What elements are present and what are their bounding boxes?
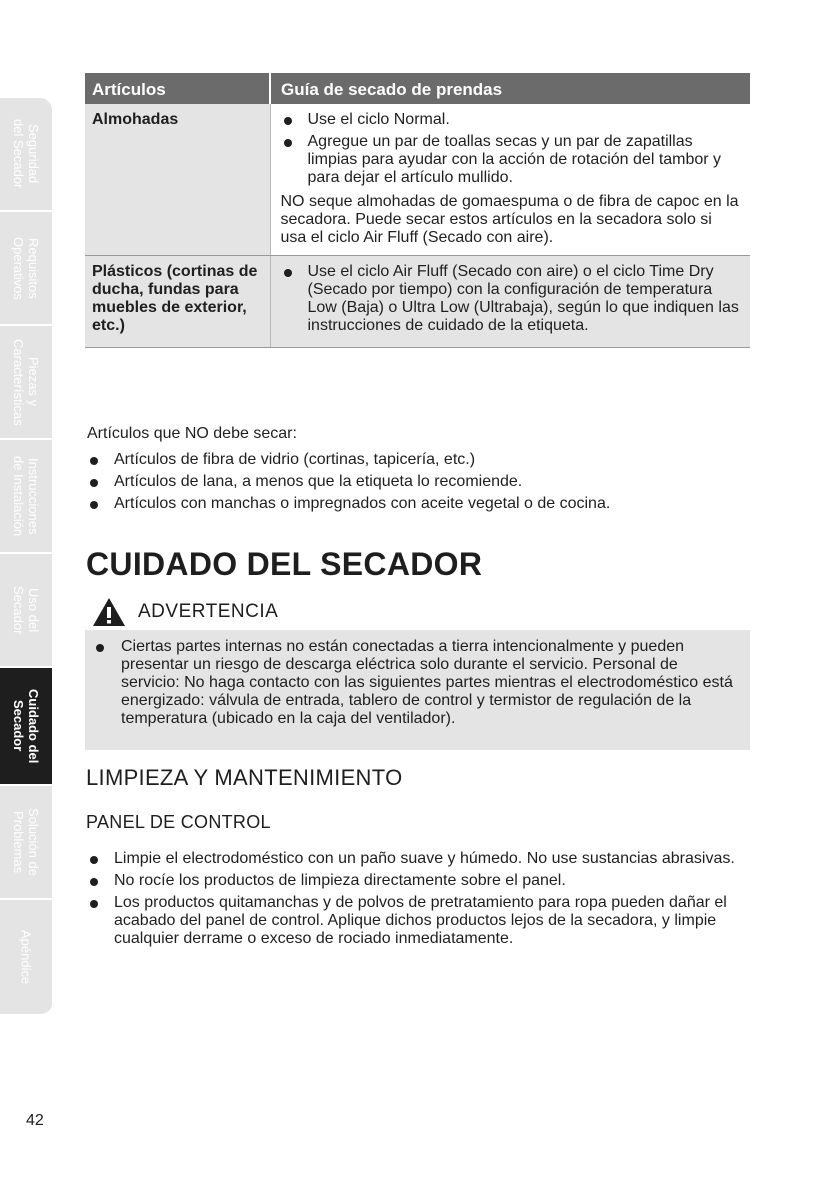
- list-item: Agregue un par de toallas secas y un par de zapatillas limpias para ayudar con la acción de rotación del tambor y para dejar el artículo mullido.: [281, 133, 743, 187]
- side-tab-solucion[interactable]: [0, 786, 52, 900]
- side-tab-seguridad[interactable]: [0, 98, 52, 212]
- side-tab-instrucciones[interactable]: [0, 440, 52, 554]
- table-cell-guide: [270, 256, 750, 348]
- table-header-row: [85, 73, 750, 104]
- table-row: [85, 104, 750, 256]
- table-cell-guide: [270, 104, 750, 256]
- list-item: Artículos de lana, a menos que la etiqueta lo recomiende.: [87, 473, 757, 491]
- subsection-title: LIMPIEZA Y MANTENIMIENTO: [86, 765, 403, 790]
- side-tab-label: Solución de Problemas: [11, 808, 41, 876]
- warning-triangle-icon: [92, 597, 126, 627]
- warning-box: [85, 630, 750, 750]
- table-row: [85, 256, 750, 348]
- table-header-articulos: Artículos: [85, 73, 270, 104]
- side-tab-label: Apéndice: [18, 929, 34, 985]
- side-tab-piezas[interactable]: [0, 326, 52, 440]
- section-title: CUIDADO DEL SECADOR: [86, 546, 483, 582]
- guide-bullet-list: [281, 263, 743, 335]
- list-item: Artículos de fibra de vidrio (cortinas, tapicería, etc.): [87, 451, 757, 469]
- not-dry-intro: Artículos que NO debe secar:: [87, 425, 297, 442]
- list-item: Artículos con manchas o impregnados con aceite vegetal o de cocina.: [87, 495, 757, 513]
- list-item: Use el ciclo Air Fluff (Secado con aire) o el ciclo Time Dry (Secado por tiempo) con la configuración de temperatura Low (Baja) o Ultra Low (Ultrabaja), según lo que indiquen las instrucciones de cuidado de la etiqueta.: [281, 263, 743, 335]
- list-item: Use el ciclo Normal.: [281, 111, 743, 129]
- guide-note: NO seque almohadas de gomaespuma o de fibra de capoc en la secadora. Puede secar estos artículos en la secadora solo si usa el ciclo Air Fluff (Secado con aire).: [280, 193, 739, 246]
- warning-heading: [92, 597, 278, 627]
- side-tab-label: Instrucciones de Instalación: [11, 455, 41, 537]
- side-tab-label: Piezas y Características: [11, 338, 41, 426]
- table-header-guia: Guía de secado de prendas: [270, 73, 750, 104]
- panel-title: PANEL DE CONTROL: [86, 812, 271, 832]
- list-item: No rocíe los productos de limpieza directamente sobre el panel.: [87, 872, 752, 890]
- side-tabs: [0, 98, 52, 1016]
- warning-label: ADVERTENCIA: [138, 601, 279, 622]
- side-tab-label: Uso del Secador: [11, 585, 41, 635]
- list-item: Limpie el electrodoméstico con un paño suave y húmedo. No use sustancias abrasivas.: [87, 850, 752, 868]
- side-tab-label: Seguridad del Secador: [11, 119, 41, 189]
- panel-care-list: [87, 850, 752, 952]
- side-tab-label: Requisitos Operativos: [11, 236, 41, 300]
- side-tab-uso[interactable]: [0, 554, 52, 668]
- drying-guide-table: [85, 73, 750, 348]
- side-tab-label: Cuidado del Secador: [11, 688, 41, 764]
- table-cell-item: Plásticos (cortinas de ducha, fundas para muebles de exterior, etc.): [85, 256, 270, 348]
- page-number: 42: [26, 1112, 44, 1129]
- not-dry-list: [87, 451, 757, 517]
- side-tab-cuidado[interactable]: [0, 668, 52, 786]
- side-tab-requisitos[interactable]: [0, 212, 52, 326]
- side-tab-apendice[interactable]: [0, 900, 52, 1016]
- warning-text: Ciertas partes internas no están conectadas a tierra intencionalmente y pueden presentar un riesgo de descarga eléctrica solo durante el servicio. Personal de servicio: No haga contacto con las siguientes partes mientras el electrodoméstico está energizado: válvula de entrada, tablero de control y termistor de regulación de la temperatura (ubicado en la caja del ventilador).: [93, 638, 740, 728]
- warning-bullet-list: [93, 638, 740, 728]
- list-item: Los productos quitamanchas y de polvos de pretratamiento para ropa pueden dañar el acabado del panel de control. Aplique dichos productos lejos de la secadora, y limpie cualquier derrame o exceso de rociado inmediatamente.: [87, 894, 752, 948]
- guide-bullet-list: [281, 111, 743, 187]
- table-cell-item: Almohadas: [85, 104, 270, 256]
